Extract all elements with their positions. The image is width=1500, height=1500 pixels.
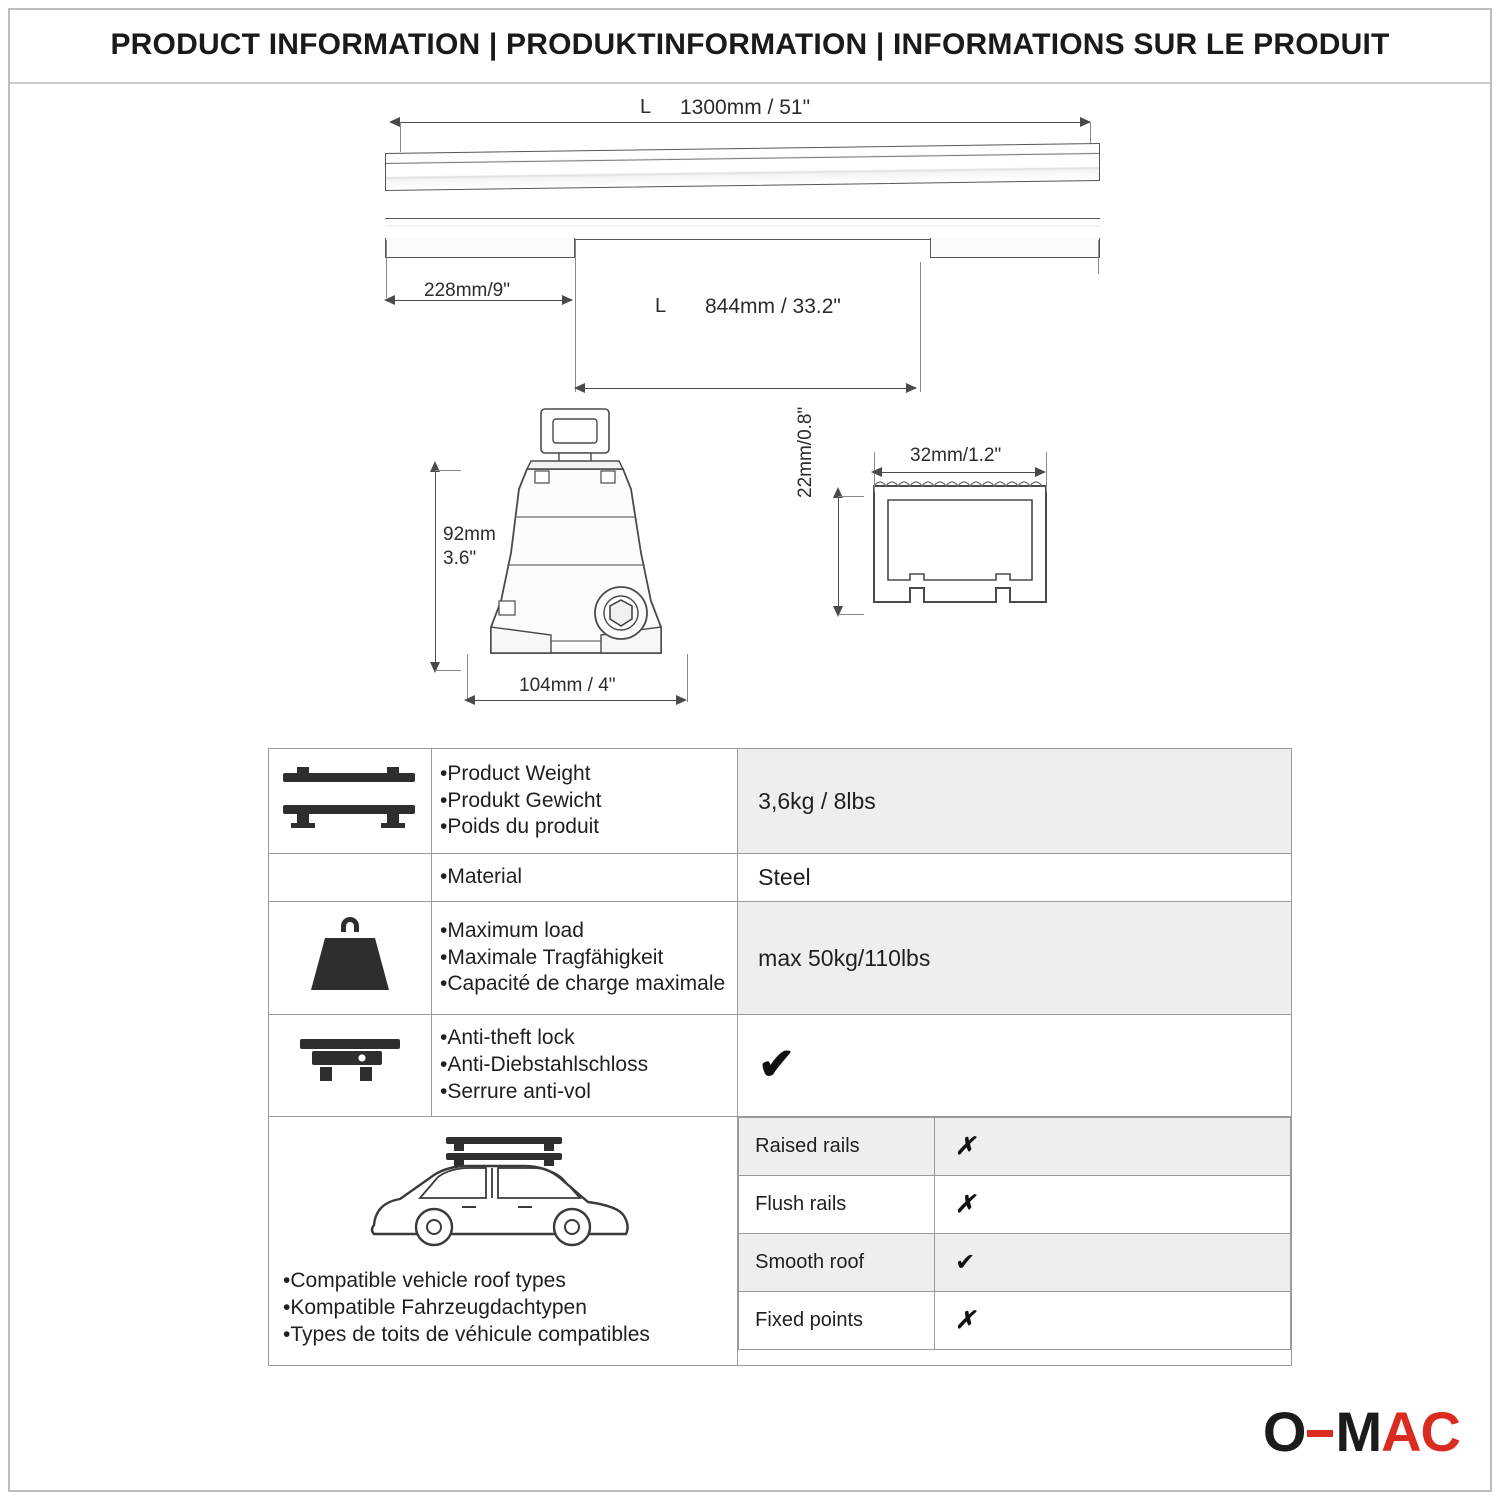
roof-type-name: Fixed points <box>739 1291 935 1349</box>
roof-type-name: Flush rails <box>739 1175 935 1233</box>
cross-icon: ✗ <box>955 1133 976 1160</box>
dimension-bar-length-prefix: L <box>640 96 652 118</box>
roof-types-subtable-cell <box>738 1116 1292 1365</box>
cross-icon: ✗ <box>955 1191 976 1218</box>
table-row <box>269 1015 1292 1117</box>
dimension-foot-spacing-value: 844mm / 33.2" <box>705 295 841 318</box>
crossbar-side-view <box>385 218 1100 240</box>
dimension-foot-offset-value: 228mm/9" <box>424 280 510 301</box>
logo-dash <box>1307 1430 1333 1437</box>
spec-label-line: •Kompatible Fahrzeugdachtypen <box>283 1295 587 1319</box>
material-icon-empty <box>269 854 432 902</box>
roof-types-cell <box>269 1116 738 1365</box>
page-title: PRODUCT INFORMATION | PRODUKTINFORMATION | INFORMATIONS SUR LE PRODUIT <box>110 28 1390 61</box>
dimension-foot-height-line1: 92mm <box>443 524 496 545</box>
spec-label-line: •Types de toits de véhicule compatibles <box>283 1323 650 1347</box>
spec-label-line: •Produkt Gewicht <box>440 788 602 812</box>
roof-type-support <box>935 1233 1291 1291</box>
spec-label-line: •Material <box>440 865 523 889</box>
spec-label-line: •Anti-Diebstahlschloss <box>440 1052 649 1076</box>
spec-label-line: •Anti-theft lock <box>440 1026 575 1049</box>
omac-logo <box>1263 1399 1460 1464</box>
dimension-foot-spacing-prefix: L <box>655 295 667 317</box>
product-spec-table <box>268 748 1292 1366</box>
weight-icon <box>269 902 432 1015</box>
roof-type-name: Raised rails <box>739 1117 935 1175</box>
spec-label-line: •Capacité de charge maximale <box>440 972 726 996</box>
logo-text-o: O <box>1262 1400 1306 1463</box>
check-icon: ✔ <box>758 1040 796 1090</box>
dimension-profile-width-value: 32mm/1.2" <box>910 445 1002 466</box>
spec-value-weight: 3,6kg / 8lbs <box>738 749 1292 854</box>
spec-label-line: •Compatible vehicle roof types <box>283 1268 566 1292</box>
dimension-foot-width-value: 104mm / 4" <box>519 675 616 696</box>
table-row <box>269 749 1292 854</box>
roof-type-support <box>935 1175 1291 1233</box>
roof-types-labels <box>283 1267 723 1349</box>
logo-text-ac: AC <box>1381 1400 1460 1463</box>
car-with-rack-icon <box>283 1129 723 1259</box>
spec-label-line: •Maximum load <box>440 918 584 942</box>
spec-label-maxload <box>432 902 738 1015</box>
table-row <box>739 1291 1291 1349</box>
bar-cross-section <box>860 470 1080 630</box>
roof-type-support <box>935 1117 1291 1175</box>
dimension-foot-height-line2: 3.6" <box>443 548 477 569</box>
spec-label-line: •Poids du produit <box>440 815 600 839</box>
roof-type-name: Smooth roof <box>739 1233 935 1291</box>
spec-value-maxload: max 50kg/110lbs <box>738 902 1292 1015</box>
spec-label-line: •Product Weight <box>440 761 591 785</box>
spec-label-line: •Maximale Tragfähigkeit <box>440 945 664 969</box>
roof-types-table <box>738 1117 1291 1350</box>
table-row <box>739 1117 1291 1175</box>
table-row <box>269 902 1292 1015</box>
table-row <box>739 1233 1291 1291</box>
table-row <box>739 1175 1291 1233</box>
logo-text-m: M <box>1335 1400 1382 1463</box>
dimension-bar-length-value: 1300mm / 51" <box>680 96 811 119</box>
spec-value-material: Steel <box>738 854 1292 902</box>
crossbars-icon <box>269 749 432 854</box>
spec-label-weight <box>432 749 738 854</box>
spec-value-lock <box>738 1015 1292 1117</box>
lock-icon <box>269 1015 432 1117</box>
spec-label-material <box>432 854 738 902</box>
title-divider <box>10 82 1490 84</box>
table-row <box>269 854 1292 902</box>
check-icon: ✔ <box>955 1248 976 1276</box>
dimension-profile-height-value: 22mm/0.8" <box>795 406 816 498</box>
cross-icon: ✗ <box>955 1307 976 1334</box>
table-row <box>269 1116 1292 1365</box>
spec-label-line: •Serrure anti-vol <box>440 1079 591 1103</box>
spec-label-lock <box>432 1015 738 1117</box>
roof-type-support <box>935 1291 1291 1349</box>
